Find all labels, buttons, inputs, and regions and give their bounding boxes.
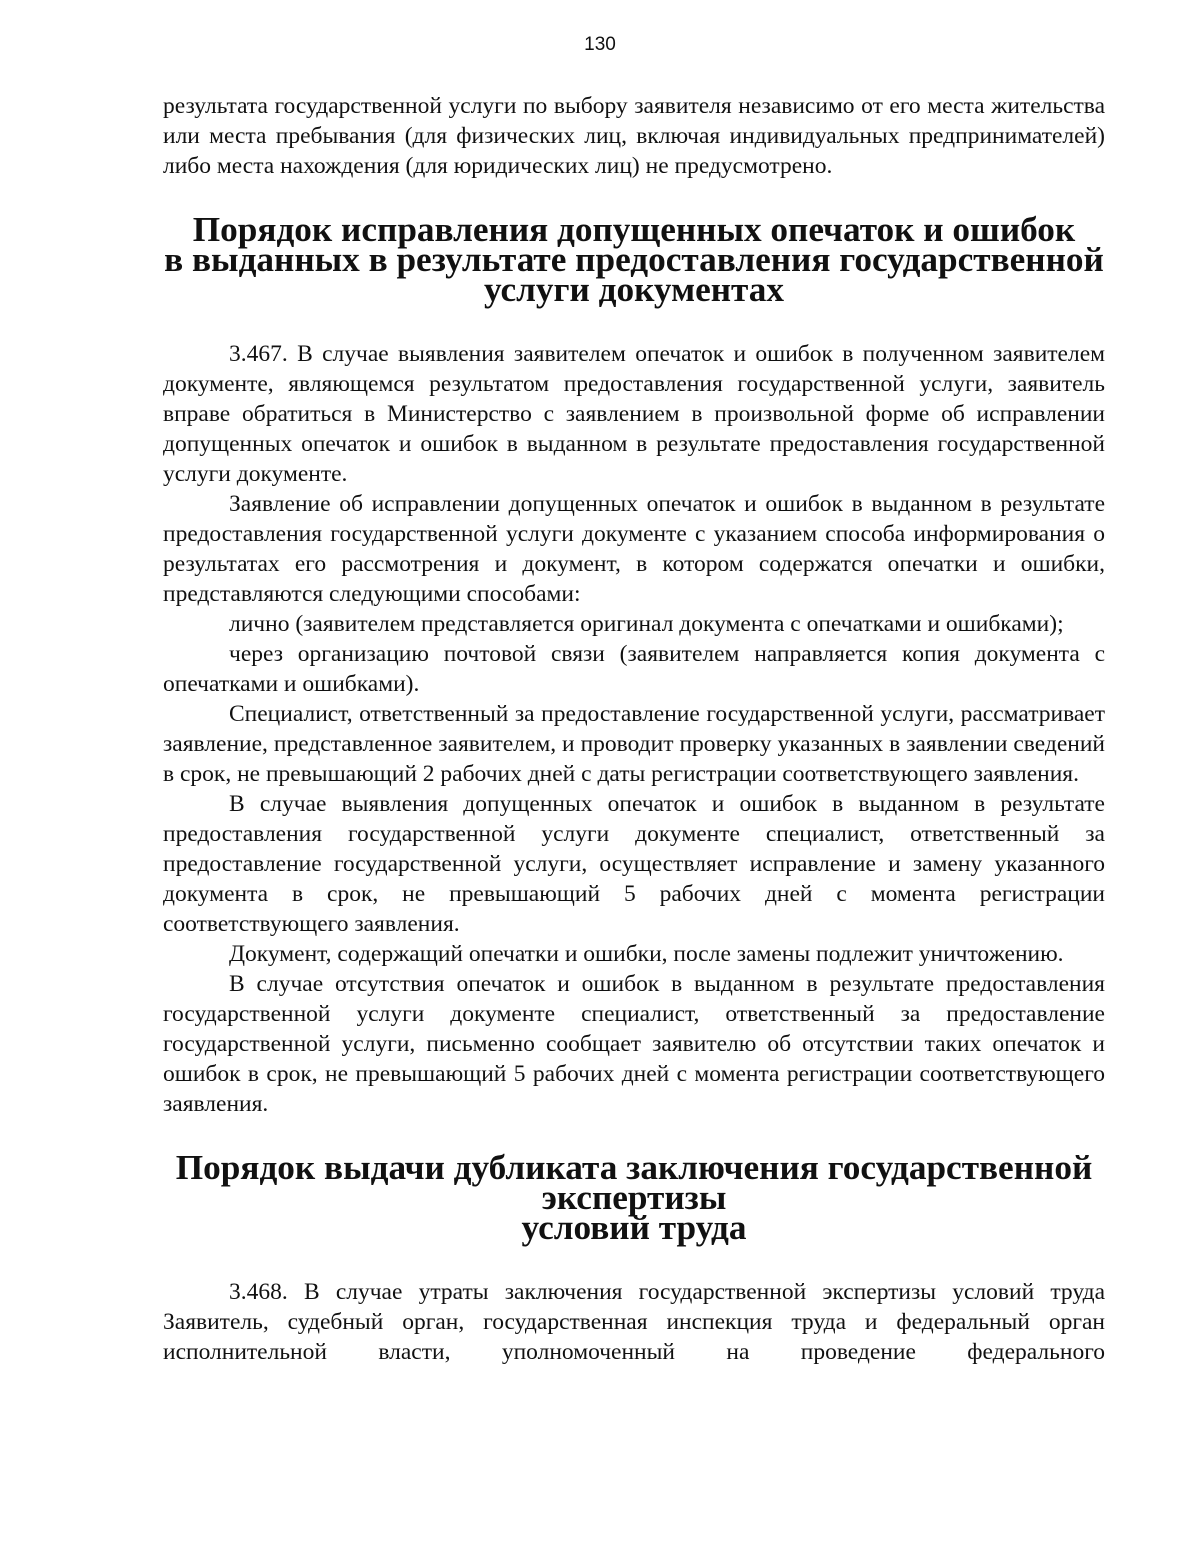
paragraph-3-468: 3.468. В случае утраты заключения государственной экспертизы условий труда Заявитель, судебный орган, государственная инспекция труда и федеральный орган исполнительной власти, уполномоченный на проведение федерального: [163, 1279, 1105, 1365]
intro-paragraph: результата государственной услуги по выбору заявителя независимо от его места жительства или места пребывания (для физических лиц, включая индивидуальных предпринимателей) либо места нахождения (для юридических лиц) не предусмотрено.: [163, 93, 1105, 179]
page-body: [163, 91, 1105, 1367]
heading-line: Порядок исправления допущенных опечаток и ошибок: [192, 210, 1076, 249]
paragraph-specialist-review: Специалист, ответственный за предоставление государственной услуги, рассматривает заявление, представленное заявителем, и проводит проверку указанных в заявлении сведений в срок, не превышающий 2 рабочих дней с даты регистрации соответствующего заявления.: [163, 701, 1105, 787]
paragraph-destruction: Документ, содержащий опечатки и ошибки, после замены подлежит уничтожению.: [229, 941, 1064, 967]
paragraph-3-467: 3.467. В случае выявления заявителем опечаток и ошибок в полученном заявителем документе, являющемся результатом предоставления государственной услуги, заявитель вправе обратиться в Министерство с заявлением в произвольной форме об исправлении допущенных опечаток и ошибок в выданном в результате предоставления государственной услуги документе.: [163, 341, 1105, 487]
paragraph-no-errors: В случае отсутствия опечаток и ошибок в выданном в результате предоставления государственной услуги документе специалист, ответственный за предоставление государственной услуги, письменно сообщает заявителю об отсутствии таких опечаток и ошибок в срок, не превышающий 5 рабочих дней с момента регистрации соответствующего заявления.: [163, 971, 1105, 1117]
page-number: 130: [584, 34, 616, 55]
heading-line: условий труда: [521, 1208, 747, 1247]
heading-line: в выданных в результате предоставления государственной: [164, 240, 1104, 279]
section-heading-corrections: [163, 210, 1105, 309]
paragraph-by-post: через организацию почтовой связи (заявителем направляется копия документа с опечатками и ошибками).: [163, 641, 1105, 697]
section-heading-duplicate: [163, 1148, 1105, 1247]
heading-line: Порядок выдачи дубликата заключения государственной экспертизы: [175, 1148, 1093, 1217]
paragraph-application: Заявление об исправлении допущенных опечаток и ошибок в выданном в результате предоставления государственной услуги документе с указанием способа информирования о результатах его рассмотрения и документ, в котором содержатся опечатки и ошибки, представляются следующими способами:: [163, 491, 1105, 607]
heading-line: услуги документах: [483, 270, 785, 309]
paragraph-in-person: лично (заявителем представляется оригинал документа с опечатками и ошибками);: [229, 611, 1064, 637]
paragraph-correction: В случае выявления допущенных опечаток и ошибок в выданном в результате предоставления государственной услуги документе специалист, ответственный за предоставление государственной услуги, осуществляет исправление и замену указанного документа в срок, не превышающий 5 рабочих дней с момента регистрации соответствующего заявления.: [163, 791, 1105, 937]
